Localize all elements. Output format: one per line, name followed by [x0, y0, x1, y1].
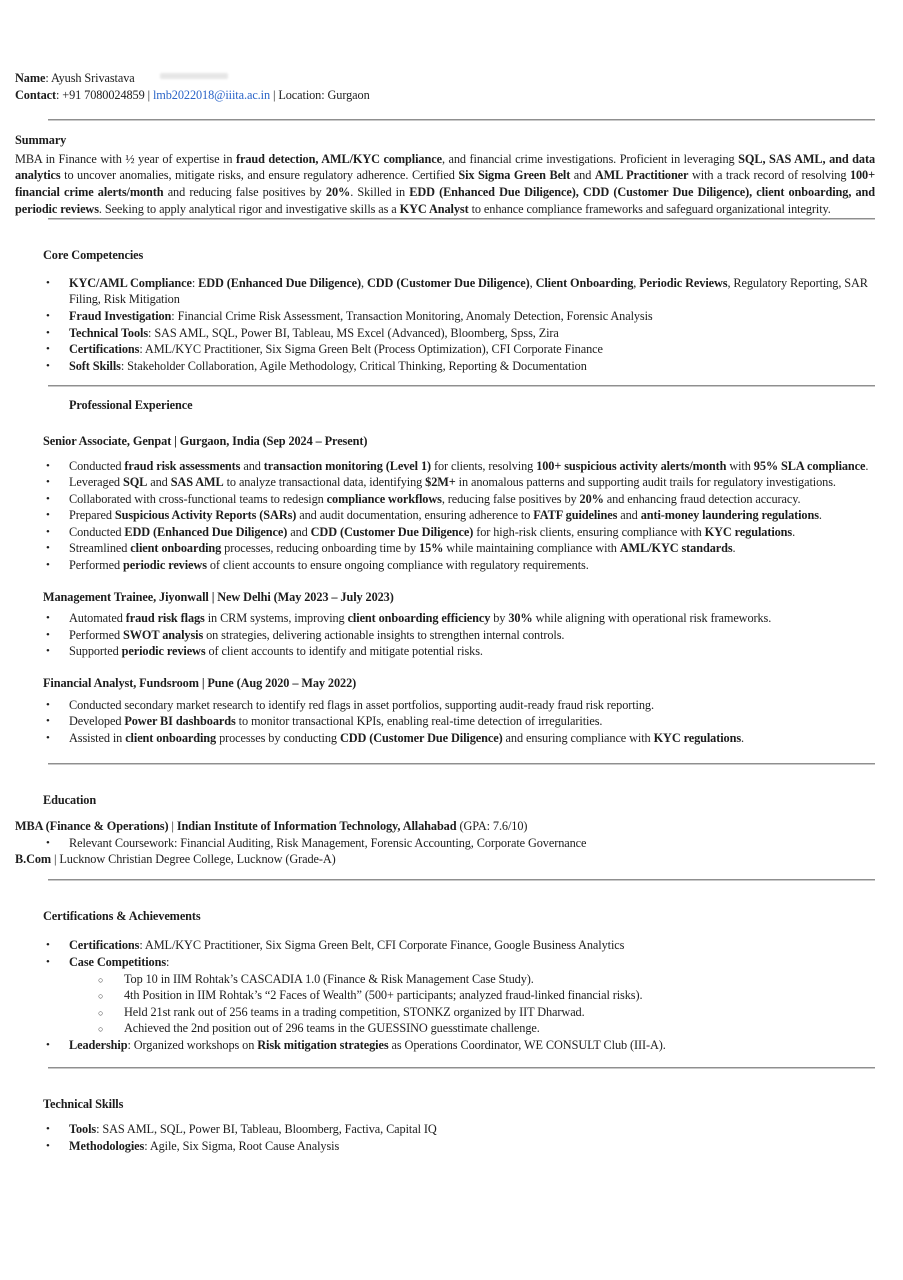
list-item-text: [124, 1005, 585, 1019]
bullet-marker: •: [46, 698, 50, 711]
list-item: [15, 458, 875, 475]
sub-list-item: [15, 1020, 875, 1037]
text-run: Relevant Coursework: Financial Auditing, Risk Management, Forensic Accounting, Corporate Governance: [69, 835, 587, 850]
bullet-marker: •: [46, 459, 50, 472]
text-run: Achieved the 2nd position out of 296 teams in the GUESSINO guesstimate challenge.: [124, 1021, 540, 1036]
text-run: Six Sigma Green Belt: [458, 168, 571, 183]
list-item: [15, 557, 875, 574]
list-item: [15, 937, 875, 954]
text-run: for clients, resolving: [431, 458, 537, 473]
text-run: Conducted: [69, 524, 125, 539]
sub-bullet-marker: ○: [98, 974, 104, 985]
text-run: .: [792, 524, 796, 539]
list-item-text: [69, 558, 589, 572]
text-run: KYC Analyst: [399, 201, 469, 216]
text-run: CDD (Customer Due Diligence): [339, 730, 503, 745]
list-item: [15, 524, 875, 541]
section-divider: [48, 218, 875, 220]
text-run: periodic reviews: [122, 558, 207, 573]
text-run: Conducted: [69, 458, 125, 473]
text-run: in CRM systems, improving: [204, 611, 348, 626]
text-run: KYC/AML Compliance: [69, 275, 192, 290]
text-run: Periodic Reviews: [639, 275, 728, 290]
bullet-marker: •: [46, 939, 50, 952]
list-item-text: [124, 972, 534, 986]
bullet-marker: •: [46, 731, 50, 744]
list-item-text: [69, 541, 736, 555]
text-run: Suspicious Activity Reports (SARs): [114, 508, 297, 523]
text-run: .: [865, 458, 869, 473]
bullet-marker: •: [46, 542, 50, 555]
text-run: : +91 7080024859 |: [55, 87, 153, 102]
text-run: to enhance compliance frameworks and safeguard organizational integrity.: [468, 201, 831, 216]
text-run: : Organized workshops on: [127, 1037, 258, 1052]
section-divider: [48, 879, 875, 881]
list-item-text: [69, 628, 564, 642]
text-run: and audit documentation, ensuring adherence to: [296, 508, 534, 523]
text-run: |: [168, 819, 177, 833]
text-run: .: [741, 730, 744, 745]
contact-line: [15, 87, 875, 104]
text-run: EDD (Enhanced Due Diligence): [198, 275, 362, 290]
text-run: and: [617, 508, 641, 523]
list-item: [15, 643, 875, 660]
list-item: [15, 713, 875, 730]
text-run: to monitor transactional KPIs, enabling real-time detection of irregularities.: [235, 714, 603, 729]
text-run: , Regulatory Reporting, SAR Filing, Risk Mitigation: [69, 275, 868, 307]
list-item-text: [69, 342, 603, 356]
sub-list-item: [15, 971, 875, 988]
text-run: by: [490, 611, 509, 626]
core-competencies-heading: Core Competencies: [43, 248, 144, 263]
text-run: $2M+: [425, 475, 456, 490]
bullet-marker: •: [46, 492, 50, 505]
text-run: Leveraged: [69, 475, 123, 490]
text-run: and: [287, 524, 311, 539]
list-item-text: [69, 475, 836, 489]
text-run: Certifications: [69, 938, 140, 953]
technical-skills-heading: Technical Skills: [43, 1096, 124, 1111]
bullet-marker: •: [46, 955, 50, 968]
summary-paragraph: [15, 151, 875, 217]
list-item-text: [69, 644, 483, 658]
text-run: : SAS AML, SQL, Power BI, Tableau, MS Excel (Advanced), Bloomberg, Spss, Zira: [148, 325, 559, 340]
section-divider: [48, 763, 875, 765]
text-run: ,: [529, 275, 536, 290]
text-run: | Location: Gurgaon: [270, 87, 370, 102]
list-item-text: [69, 326, 559, 340]
list-item: [15, 325, 875, 342]
list-item: [15, 540, 875, 557]
text-run: Supported: [69, 644, 122, 659]
text-run: : Ayush Srivastava: [45, 71, 135, 85]
text-run: fraud risk flags: [125, 611, 205, 626]
sub-bullet-marker: ○: [98, 1024, 104, 1035]
text-run: Conducted secondary market research to identify red flags in asset portfolios, supporting audit-ready fraud risk reporting.: [69, 697, 654, 712]
text-run: . Seeking to apply analytical rigor and investigative skills as a: [98, 201, 400, 216]
text-run: : AML/KYC Practitioner, Six Sigma Green Belt, CFI Corporate Finance, Google Business Analytics: [139, 938, 625, 953]
text-run: Leadership: [69, 1037, 128, 1052]
text-run: CDD (Customer Due Diligence): [310, 524, 474, 539]
text-run: CDD (Customer Due Diligence): [367, 275, 530, 290]
text-run: Name: [15, 71, 46, 85]
list-item-text: [69, 698, 654, 712]
text-run: Held 21st rank out of 256 teams in a trading competition, STONKZ organized by IIT Dharwad.: [124, 1004, 585, 1019]
bullet-marker: •: [46, 476, 50, 489]
text-run: SQL: [122, 475, 148, 490]
bullet-marker: •: [46, 326, 50, 339]
text-run: client onboarding: [125, 730, 217, 745]
bullet-marker: •: [46, 836, 50, 849]
sub-list-item: [15, 987, 875, 1004]
text-run: as Operations Coordinator, WE CONSULT Club (III-A).: [388, 1037, 666, 1052]
text-run: 30%: [508, 611, 533, 626]
text-run: client onboarding efficiency: [347, 611, 491, 626]
text-run: SQL, SAS AML, and data analytics: [15, 151, 876, 183]
text-run: and: [570, 168, 595, 183]
text-run: to analyze transactional data, identifying: [223, 475, 426, 490]
list-item: [15, 1138, 875, 1155]
text-run: with a track record of resolving: [688, 168, 850, 183]
text-run: :: [191, 275, 199, 290]
bullet-marker: •: [46, 612, 50, 625]
text-run: Financial Analyst, Fundsroom | Pune (Aug 2020 – May 2022): [43, 676, 357, 691]
list-item: [15, 730, 875, 747]
text-run: compliance workflows: [326, 491, 442, 506]
list-item-text: [69, 508, 822, 522]
text-run: 20%: [579, 491, 604, 506]
list-item-text: [69, 611, 771, 625]
bullet-marker: •: [46, 1139, 50, 1152]
text-run: Automated: [69, 611, 126, 626]
text-run: to uncover anomalies, mitigate risks, and ensure regulatory adherence. Certified: [60, 168, 459, 183]
section-divider: [48, 119, 875, 121]
text-run: (GPA: 7.6/10): [456, 819, 528, 833]
text-run: . Skilled in: [350, 184, 410, 199]
text-run: ,: [633, 275, 640, 290]
text-run: Tools: [69, 1122, 97, 1137]
text-run: SWOT analysis: [122, 627, 204, 642]
text-run: processes, reducing onboarding time by: [221, 541, 420, 556]
list-item: [15, 954, 875, 971]
list-item-text: [69, 955, 169, 969]
list-item: [15, 1121, 875, 1138]
text-run: Power BI dashboards: [124, 714, 236, 729]
text-run: for high-risk clients, ensuring compliance with: [473, 524, 705, 539]
text-run: Indian Institute of Information Technology, Allahabad: [176, 819, 457, 833]
list-item-text: [69, 1038, 666, 1052]
list-item-text: [69, 492, 800, 506]
bullet-marker: •: [46, 645, 50, 658]
text-run: :: [166, 954, 170, 969]
text-run: and enhancing fraud detection accuracy.: [603, 491, 801, 506]
bullet-marker: •: [46, 359, 50, 372]
text-run: Developed: [69, 714, 125, 729]
text-run: Fraud Investigation: [69, 308, 172, 323]
text-run: Collaborated with cross-functional teams to redesign: [69, 491, 327, 506]
list-item: [15, 610, 875, 627]
bullet-marker: •: [46, 1123, 50, 1136]
list-item: [15, 627, 875, 644]
text-run: Technical Tools: [69, 325, 149, 340]
list-item: [15, 507, 875, 524]
text-run: .: [818, 508, 822, 523]
text-run: | Lucknow Christian Degree College, Lucknow (Grade-A): [51, 852, 336, 867]
list-item-text: [69, 1122, 437, 1136]
list-item: [15, 697, 875, 714]
text-run: Senior Associate, Genpat | Gurgaon, India (Sep 2024 – Present): [43, 433, 368, 448]
list-item-text: [124, 1021, 540, 1035]
text-run: Risk mitigation strategies: [257, 1037, 389, 1052]
list-item-text: [69, 459, 868, 473]
bullet-marker: •: [46, 509, 50, 522]
text-run: 20%: [325, 184, 351, 199]
text-run: Contact: [15, 87, 56, 102]
text-run: 95% SLA compliance: [753, 458, 866, 473]
name-line: [15, 70, 875, 87]
education-degree-line: [15, 818, 875, 835]
bullet-marker: •: [46, 525, 50, 538]
text-run: Performed: [69, 627, 123, 642]
text-run: EDD (Enhanced Due Diligence), CDD (Customer Due Diligence), client onboarding, and periodic reviews: [15, 184, 876, 216]
text-run: Certifications: [69, 342, 140, 357]
email-link[interactable]: lmb2022018@iiita.ac.in: [152, 87, 271, 102]
text-run: 100+ financial crime alerts/month: [15, 168, 875, 199]
list-item-text: [69, 938, 624, 952]
list-item: [15, 835, 875, 852]
list-item: [15, 1037, 875, 1054]
text-run: KYC regulations: [653, 730, 742, 745]
list-item: [15, 474, 875, 491]
text-run: Assisted in: [69, 730, 126, 745]
text-run: Prepared: [69, 508, 115, 523]
text-run: ,: [361, 275, 367, 290]
list-item: [15, 358, 875, 375]
text-run: , reducing false positives by: [441, 491, 580, 506]
text-run: while maintaining compliance with: [443, 541, 620, 556]
bullet-marker: •: [46, 343, 50, 356]
job-title: [43, 433, 875, 450]
list-item-text: [69, 731, 744, 745]
list-item-text: [69, 836, 586, 850]
text-run: KYC regulations: [704, 524, 793, 539]
text-run: .: [732, 541, 736, 556]
text-run: with: [726, 458, 754, 473]
text-run: client onboarding: [130, 541, 222, 556]
text-run: MBA (Finance & Operations): [15, 819, 169, 833]
text-run: 100+ suspicious activity alerts/month: [536, 458, 727, 473]
text-run: , and financial crime investigations. Proficient in leveraging: [441, 151, 739, 166]
text-run: periodic reviews: [121, 644, 206, 659]
text-run: Client Onboarding: [535, 275, 634, 290]
text-run: and: [240, 458, 264, 473]
text-run: B.Com: [15, 852, 52, 867]
text-run: anti-money laundering regulations: [640, 508, 819, 523]
text-run: : AML/KYC Practitioner, Six Sigma Green Belt (Process Optimization), CFI Corporate Finance: [139, 342, 603, 357]
text-run: 4th Position in IIM Rohtak’s “2 Faces of Wealth” (500+ participants; analyzed fraud-linked financial risks).: [124, 988, 643, 1003]
list-item: [15, 308, 875, 325]
text-run: fraud detection, AML/KYC compliance: [235, 151, 442, 166]
text-run: Soft Skills: [69, 358, 121, 373]
bullet-marker: •: [46, 1038, 50, 1051]
text-run: : SAS AML, SQL, Power BI, Tableau, Bloomberg, Factiva, Capital IQ: [96, 1122, 437, 1137]
text-run: EDD (Enhanced Due Diligence): [124, 524, 288, 539]
text-run: Methodologies: [69, 1138, 145, 1153]
bullet-marker: •: [46, 559, 50, 572]
text-run: Performed: [69, 558, 123, 573]
text-run: SAS AML: [170, 475, 224, 490]
sub-bullet-marker: ○: [98, 1007, 104, 1018]
text-run: Case Competitions: [69, 954, 167, 969]
section-divider: [48, 1067, 875, 1069]
list-item-text: [69, 714, 602, 728]
text-run: AML/KYC standards: [619, 541, 733, 556]
education-heading: Education: [43, 793, 97, 808]
list-item-text: [69, 359, 587, 373]
text-run: fraud risk assessments: [124, 458, 241, 473]
text-run: and ensuring compliance with: [502, 730, 654, 745]
list-item: [15, 491, 875, 508]
text-run: FATF guidelines: [533, 508, 618, 523]
list-item: [15, 341, 875, 358]
text-run: : Financial Crime Risk Assessment, Transaction Monitoring, Anomaly Detection, Forensic Analysis: [171, 308, 653, 323]
experience-heading: Professional Experience: [69, 398, 193, 413]
bullet-marker: •: [46, 276, 50, 289]
job-title: [43, 675, 875, 692]
text-run: MBA in Finance with ½ year of expertise in: [15, 151, 236, 166]
job-title: [43, 589, 875, 606]
text-run: Streamlined: [69, 541, 131, 556]
text-run: Top 10 in IIM Rohtak’s CASCADIA 1.0 (Finance & Risk Management Case Study).: [124, 971, 534, 986]
list-item: [15, 275, 875, 308]
sub-bullet-marker: ○: [98, 991, 104, 1002]
education-degree-line: [15, 851, 875, 868]
sub-list-item: [15, 1004, 875, 1021]
text-run: Management Trainee, Jiyonwall | New Delhi (May 2023 – July 2023): [43, 589, 394, 604]
list-item-text: [69, 1139, 339, 1153]
section-divider: [48, 385, 875, 387]
text-run: : Stakeholder Collaboration, Agile Methodology, Critical Thinking, Reporting & Documentation: [120, 358, 587, 373]
text-run: on strategies, delivering actionable insights to strengthen internal controls.: [203, 627, 565, 642]
bullet-marker: •: [46, 309, 50, 322]
text-run: while aligning with operational risk frameworks.: [532, 611, 772, 626]
text-run: AML Practitioner: [594, 168, 689, 183]
certifications-heading: Certifications & Achievements: [43, 908, 201, 923]
bullet-marker: •: [46, 715, 50, 728]
list-item-text: [69, 525, 795, 539]
list-item-text: [69, 276, 868, 307]
text-run: and reducing false positives by: [163, 184, 326, 199]
text-run: : Agile, Six Sigma, Root Cause Analysis: [144, 1138, 340, 1153]
bullet-marker: •: [46, 628, 50, 641]
redaction-smudge: [160, 73, 228, 79]
text-run: and: [147, 475, 171, 490]
text-run: processes by conducting: [216, 730, 340, 745]
text-run: 15%: [419, 541, 444, 556]
list-item-text: [124, 988, 642, 1002]
text-run: of client accounts to ensure ongoing compliance with regulatory requirements.: [206, 558, 589, 573]
text-run: in anomalous patterns and supporting audit trails for regulatory investigations.: [455, 475, 836, 490]
text-run: transaction monitoring (Level 1): [263, 458, 431, 473]
summary-heading: Summary: [15, 133, 67, 148]
text-run: of client accounts to identify and mitigate potential risks.: [205, 644, 483, 659]
list-item-text: [69, 309, 653, 323]
